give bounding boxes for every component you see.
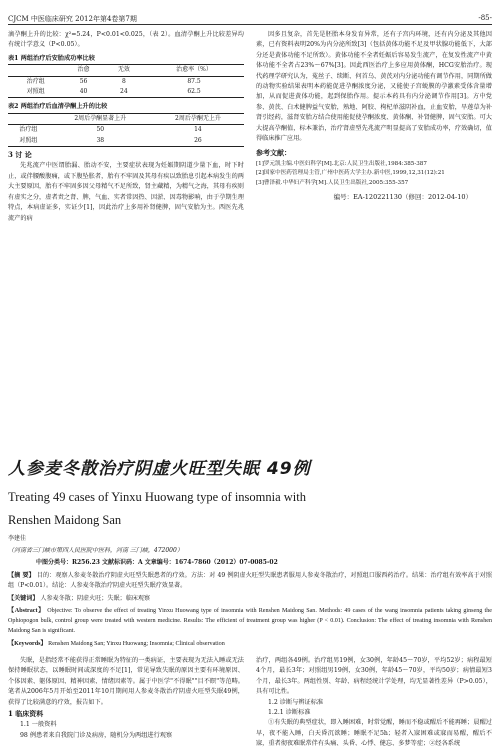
right-body-text: 因多且复杂，首先是胚胎本身发育异常，还有子宫内环境，还有内分泌及其他因素，已有资料表明20%为内分泌所致[3]（包括黄体功能不足及甲状腺功能低下，大部分还是黄体功能不足所致）。黄体功能不全者妊娠后容易发生流产，在复发性流产中黄体功能不全者占23%～67%[3]。因此西医治疗上多应用黄体酮，HCG安胎治疗。现代药理学研究认为，菟丝子、续断、何首乌、黄芪对内分泌功能有调节作用，同期所做的动物实验结果表明本药能促进孕酮浓度分泌，又能使子宫蜕膜的孕激素受体含量增加，从而促进黄体功能，起到保胎作用。提示本药具有内分泌调节作用[3]。方中党参、黄芪、白术健脾益气安胎，熟地、阿胶、枸杞单滋阴补血，止血安胎，旱莲草为补肾引经药，滋肾安胎方结合使用能促使孕酮浓度、黄体酮、补肾健脾，固气安胎。可大大提高孕酮值，标本兼治，治疗肾虚型先兆流产明显提高了安胎成功率，疗效确切，值得临床推广应用。 bbox=[256, 31, 492, 143]
table-cell: 对照组 bbox=[19, 136, 38, 144]
table-cell: 62.5 bbox=[187, 88, 201, 96]
body-right-text-2: ①有失眠的典型症状，即入睡困难，时常觉醒，睡而不稳或醒后不能再睡；晨醒过早，夜不能入睡，白天昏沉欲睡；睡眠不足5h；轻者入寐困难或寐而易醒，醒后不寐，重者彻夜难眠常伴有头痛、头昏、心悸、健忘、多梦等症；②经各系统 bbox=[256, 719, 492, 748]
table-cell: 40 bbox=[79, 88, 88, 96]
table-cell: 87.5 bbox=[187, 77, 201, 85]
table-row bbox=[8, 76, 244, 87]
table-cell: 26 bbox=[194, 136, 202, 144]
table-cell: 38 bbox=[96, 136, 105, 144]
subsection-heading: 1.1 一般资料 bbox=[20, 721, 57, 729]
table2-title: 表2 两组治疗后血清孕酮上升的比较 bbox=[8, 103, 108, 111]
table-cell: 8 bbox=[121, 77, 126, 85]
section-heading: 1 临床资料 bbox=[8, 709, 44, 719]
table-cell: 治疗组 bbox=[26, 77, 45, 85]
table2 bbox=[8, 113, 244, 147]
table-row bbox=[8, 87, 244, 98]
abstract-en-label: 【Abstract】 bbox=[8, 608, 45, 614]
article-title-cn: 人参麦冬散治疗阴虚火旺型失眠 49例 bbox=[8, 459, 311, 479]
body-left-column bbox=[8, 656, 244, 738]
reference-list bbox=[256, 160, 492, 189]
abstract-cn-label: 【摘 要】 bbox=[8, 572, 35, 579]
reference-item: [3]曹泽毅.中华妇产科学[M].人民卫生出版社,2005:355-357 bbox=[256, 179, 409, 186]
reference-item: [1]罗元凯主编.中医妇科学[M].北京:人民卫生出版社,1984:385-387 bbox=[256, 160, 427, 167]
table1-header: 治愈 bbox=[77, 66, 90, 74]
abstract-en-text: Objective: To observe the effect of treating Yinxu Huowang type of insomnia with Renshen Maidong San. Methods: 49 cases of the wang insomnia patients taking ginseng the Ophiopogon bulk, control group were treated with western medicine. Results: The efficient of treatment group was higher (P < 0.01). Conclusion: The effect of treating insomnia with Renshen Maidong San is significant. bbox=[8, 608, 492, 635]
table1-title: 表1 两组治疗后安胎成功率比较 bbox=[8, 54, 95, 62]
table1-header: 治愈率（%） bbox=[176, 66, 212, 74]
author: 李建佳 bbox=[8, 535, 27, 542]
table1 bbox=[8, 64, 244, 98]
abstract-cn bbox=[8, 571, 492, 591]
table-cell: 对照组 bbox=[26, 88, 45, 96]
keywords-en-label: 【Keywords】 bbox=[8, 641, 47, 647]
subsection-heading: 1.2.1 诊断标准 bbox=[268, 709, 311, 717]
keywords-en-text: Renshen Maidong San; Yinxu Huowang; Insomnia; Clinical observation bbox=[48, 641, 225, 647]
article-title-en-line1: Treating 49 cases of Yinxu Huowang type of insomnia with bbox=[8, 490, 306, 504]
body-left-text-2: 98 例患者来自我院门诊及病房，随机分为两组进行观察 bbox=[20, 731, 173, 739]
table1-header: 无效 bbox=[117, 66, 130, 74]
section-heading: 3 讨 论 bbox=[8, 150, 32, 160]
table-row bbox=[8, 136, 244, 147]
header-rule bbox=[8, 24, 492, 25]
abstract-en bbox=[8, 606, 492, 637]
right-column bbox=[256, 30, 492, 203]
left-column bbox=[8, 30, 244, 224]
affiliation: （河南省三门峡市第四人民医院中医科，河南 三门峡，472000） bbox=[8, 547, 183, 554]
body-right-column bbox=[256, 656, 492, 748]
journal-name: CJCM 中医临床研究 2012年第4卷第7期 bbox=[8, 15, 137, 23]
reference-item: [2]国家中医药管理局主管,广州中医药大学主办.新中医,1999,12,31(12):21 bbox=[256, 170, 445, 177]
table-cell: 14 bbox=[194, 126, 202, 134]
page-number: -85- bbox=[478, 14, 492, 22]
table1-header bbox=[8, 65, 63, 76]
table-cell: 56 bbox=[79, 77, 88, 85]
keywords-en bbox=[8, 639, 492, 649]
running-header bbox=[8, 14, 492, 24]
article-title-en-line2: Renshen Maidong San bbox=[8, 513, 122, 527]
table2-header: 2周后孕酮显著上升 bbox=[74, 114, 127, 122]
table2-header bbox=[8, 113, 49, 124]
table2-header: 2周后孕酮无上升 bbox=[175, 114, 221, 122]
edit-number: 编号：EA-120221130（修回：2012-04-10） bbox=[333, 193, 472, 202]
body-right-text: 治疗，两组各49例。治疗组男19例，女30例，年龄45～70岁，平均52岁；病程最短4个月，最长3年；对照组男19例，女30例，年龄45～70岁，平均50岁；病情最短3个月，最长3年。两组性别、年龄、病程经统计学处理，均无显著性差异（P>0.05），具有可比性。 bbox=[256, 657, 492, 696]
keywords-cn bbox=[8, 594, 492, 604]
keywords-cn-text: 人参麦冬散；阴虚火旺；失眠；临床观察 bbox=[40, 595, 151, 602]
table-cell: 50 bbox=[96, 126, 105, 134]
discussion-text: 先兆流产中医谓胎漏、胎动不安，主要症状表现为妊娠期阴道少量下血，时下时止，或伴腰酸腹痛，或下腹坠胀者，胎有不牢固及其母有疾以致胎息引起本病发生的两大主要原因，胎有不牢固多因父母精气不足所致，肾主藏精，为精气之海，其母有疾则有虚实之分，虚者责之肾、脾，气血、实者常因热、因淤、因毒物影响，由于孕期生理特点，本病虚证多，实证少[1]，因此治疗上多用补肾健脾，固气安胎为主。西医先兆流产的病 bbox=[8, 162, 244, 222]
references-title: 参考文献： bbox=[256, 148, 291, 158]
table-row bbox=[8, 125, 244, 136]
table-cell: 治疗组 bbox=[19, 126, 38, 134]
abstract-cn-text: 目的：观察人参麦冬散治疗阴虚火旺型失眠患者的疗效。方法：对 49 例阴虚火旺型失眠患者服用人参麦冬散治疗，对照组口服西药治疗。结果：治疗组有效率高于对照组（P<0.01）。结论：人参麦冬散治疗阴虚火旺型失眠疗效显著。 bbox=[8, 572, 492, 590]
intro-text: 滴孕酮上升的比较：χ²=5.24，P<0.01<0.025，（表 2）。血清孕酮上升比较差异均有统计学意义（P<0.05）。 bbox=[8, 31, 244, 49]
table-cell: 24 bbox=[120, 88, 128, 96]
subsection-heading: 1.2 诊断与辨证标准 bbox=[268, 698, 324, 706]
classification-line: 中图分类号：R256.23 文献标识码：A 文章编号：1674-7860（2012）07-0085-02 bbox=[36, 559, 278, 566]
keywords-cn-label: 【关键词】 bbox=[8, 595, 39, 602]
body-left-text: 失眠，是指经常不能获得正常睡眠为特征的一类病证，主要表现为无法入睡或无法保持睡眠状态，以睡眠时间或深度的不足[1]，常见导致失眠的原因主要有环境原因、个体因素、躯体原因、精神因素、情绪因素等。属于中医学"不得眠""目不瞑"等范畴。笔者从2006年5月开始至2011年10月期间用人参麦冬散治疗阴虚火旺型失眠49例，获得了比较满意的疗效，报告如下。 bbox=[8, 657, 244, 706]
